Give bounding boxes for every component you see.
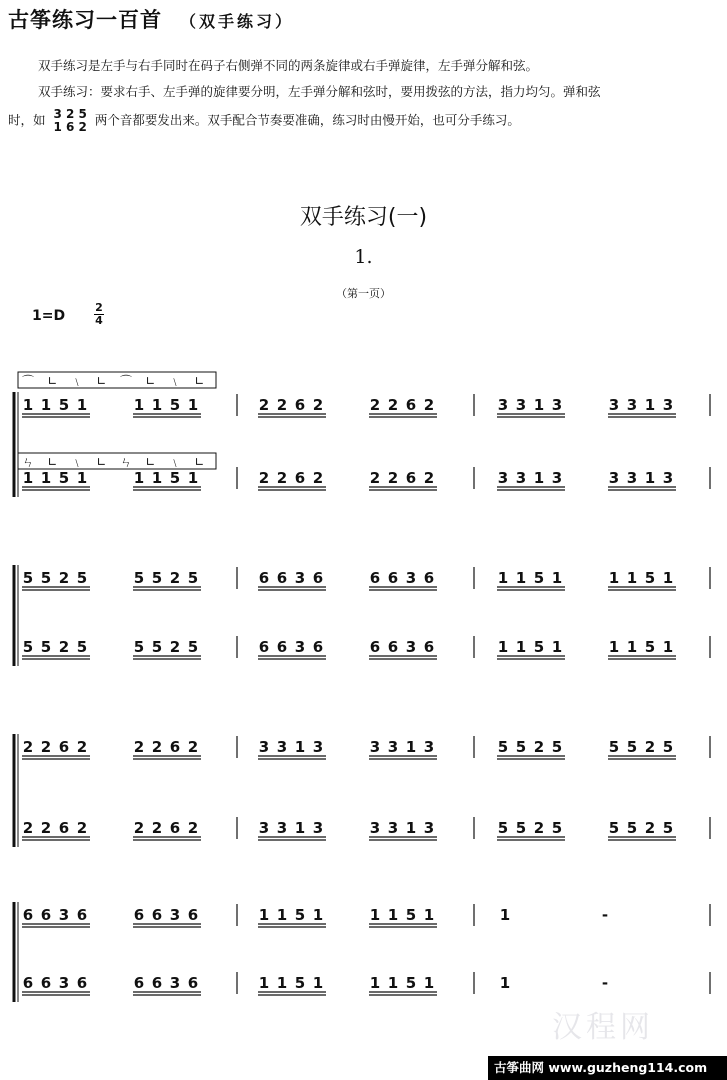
left-hand-note: 1 bbox=[662, 638, 674, 656]
right-hand-note: 3 bbox=[626, 396, 638, 414]
right-hand-note: 6 bbox=[76, 906, 88, 924]
left-hand-note: 2 bbox=[258, 469, 270, 487]
left-hand-note: 2 bbox=[169, 638, 181, 656]
right-hand-note: 1 bbox=[187, 396, 199, 414]
right-hand-note: 5 bbox=[644, 569, 656, 587]
left-hand-note: 1 bbox=[76, 469, 88, 487]
left-hand-note: 3 bbox=[405, 638, 417, 656]
right-hand-note: 1 bbox=[626, 569, 638, 587]
piece-number: 1. bbox=[354, 246, 373, 268]
right-hand-note: 5 bbox=[626, 738, 638, 756]
right-hand-note: 6 bbox=[312, 569, 324, 587]
technique-mark: ∟ bbox=[47, 455, 58, 469]
right-hand-note: 5 bbox=[662, 738, 674, 756]
left-hand-note: 5 bbox=[169, 469, 181, 487]
right-hand-note: 2 bbox=[644, 738, 656, 756]
intro-line3-prefix: 时，如 bbox=[8, 112, 46, 128]
left-hand-note: 6 bbox=[40, 974, 52, 992]
right-hand-note: 3 bbox=[551, 396, 563, 414]
right-hand-note: 5 bbox=[58, 396, 70, 414]
technique-mark: ㄣ bbox=[119, 455, 133, 469]
right-hand-note: 1 bbox=[369, 906, 381, 924]
left-hand-note: 5 bbox=[626, 819, 638, 837]
technique-mark: ∟ bbox=[194, 374, 205, 388]
right-hand-note: 5 bbox=[294, 906, 306, 924]
left-hand-note: 2 bbox=[151, 819, 163, 837]
intro-paragraph-2: 双手练习：要求右手、左手弹的旋律要分明，左手弹分解和弦时，要用拨弦的方法，指力均匀。弹和弦 bbox=[38, 84, 601, 99]
left-hand-note: 1 bbox=[423, 974, 435, 992]
left-hand-note: 1 bbox=[551, 638, 563, 656]
right-hand-note: 1 bbox=[423, 906, 435, 924]
right-hand-note: 2 bbox=[151, 738, 163, 756]
left-hand-note: 1 bbox=[312, 974, 324, 992]
right-hand-note: 5 bbox=[497, 738, 509, 756]
right-hand-note: 3 bbox=[369, 738, 381, 756]
watermark-logo: 汉程网 bbox=[552, 1010, 654, 1045]
piece-title: 双手练习(一) bbox=[299, 205, 428, 230]
left-hand-note: 3 bbox=[497, 469, 509, 487]
technique-mark: ∟ bbox=[47, 374, 58, 388]
left-hand-note: 1 bbox=[608, 638, 620, 656]
right-hand-note: 3 bbox=[387, 738, 399, 756]
left-hand-note: 1 bbox=[497, 638, 509, 656]
right-hand-note: 6 bbox=[58, 738, 70, 756]
right-hand-note: 5 bbox=[40, 569, 52, 587]
left-hand-note: 2 bbox=[187, 819, 199, 837]
left-hand-note: 5 bbox=[22, 638, 34, 656]
right-hand-note: 2 bbox=[76, 738, 88, 756]
left-hand-note: 3 bbox=[626, 469, 638, 487]
title-text: 古筝练习一百首 bbox=[8, 8, 162, 32]
right-hand-note: 1 bbox=[551, 569, 563, 587]
intro-paragraph-1: 双手练习是左手与右手同时在码子右侧弹不同的两条旋律或右手弹旋律，左手弹分解和弦。 bbox=[38, 58, 539, 73]
left-hand-note: 6 bbox=[151, 974, 163, 992]
right-hand-note: 5 bbox=[22, 569, 34, 587]
left-hand-note: 6 bbox=[405, 469, 417, 487]
left-hand-note: 3 bbox=[423, 819, 435, 837]
left-hand-note: 6 bbox=[76, 974, 88, 992]
right-hand-note: 5 bbox=[551, 738, 563, 756]
time-sig-numerator: 2 bbox=[95, 301, 103, 314]
right-hand-note: 3 bbox=[58, 906, 70, 924]
right-hand-note: 3 bbox=[169, 906, 181, 924]
left-hand-note: 2 bbox=[644, 819, 656, 837]
left-hand-note: 2 bbox=[133, 819, 145, 837]
right-hand-note: 6 bbox=[369, 569, 381, 587]
right-hand-note: 1 bbox=[258, 906, 270, 924]
left-hand-note: 2 bbox=[369, 469, 381, 487]
left-hand-note: 5 bbox=[662, 819, 674, 837]
right-hand-note: 5 bbox=[405, 906, 417, 924]
right-hand-note: 3 bbox=[497, 396, 509, 414]
left-hand-note: 1 bbox=[499, 974, 511, 992]
left-hand-note: 3 bbox=[312, 819, 324, 837]
right-hand-note: 2 bbox=[533, 738, 545, 756]
right-hand-note: 1 bbox=[499, 906, 511, 924]
right-hand-note: 1 bbox=[497, 569, 509, 587]
left-hand-note: 5 bbox=[133, 638, 145, 656]
right-hand-note: 2 bbox=[40, 738, 52, 756]
left-hand-note: 6 bbox=[276, 638, 288, 656]
left-hand-note: 5 bbox=[294, 974, 306, 992]
left-hand-note: 5 bbox=[405, 974, 417, 992]
right-hand-note: 1 bbox=[151, 396, 163, 414]
technique-mark: ⌒ bbox=[119, 374, 133, 388]
right-hand-note: 5 bbox=[187, 569, 199, 587]
technique-mark: ﹨ bbox=[70, 455, 84, 469]
right-hand-note: 1 bbox=[133, 396, 145, 414]
right-hand-note: 1 bbox=[644, 396, 656, 414]
left-hand-note: 1 bbox=[515, 638, 527, 656]
right-hand-note: 3 bbox=[294, 569, 306, 587]
left-hand-note: 1 bbox=[276, 974, 288, 992]
right-hand-note: 1 bbox=[533, 396, 545, 414]
right-hand-note: 3 bbox=[258, 738, 270, 756]
left-hand-note: 5 bbox=[515, 819, 527, 837]
left-hand-note: 5 bbox=[151, 638, 163, 656]
right-hand-note: 2 bbox=[258, 396, 270, 414]
right-hand-note: 2 bbox=[58, 569, 70, 587]
right-hand-note: 2 bbox=[276, 396, 288, 414]
left-hand-note: 2 bbox=[533, 819, 545, 837]
technique-mark: ﹨ bbox=[70, 374, 84, 388]
left-hand-note: 1 bbox=[151, 469, 163, 487]
left-hand-note: 2 bbox=[76, 819, 88, 837]
left-hand-note: 6 bbox=[387, 638, 399, 656]
left-hand-note: 2 bbox=[40, 819, 52, 837]
left-hand-note: 5 bbox=[58, 469, 70, 487]
right-hand-note: 6 bbox=[258, 569, 270, 587]
right-hand-note: 1 bbox=[276, 906, 288, 924]
left-hand-note: 1 bbox=[644, 469, 656, 487]
right-hand-note: 5 bbox=[169, 396, 181, 414]
page-label: （第一页） bbox=[336, 287, 391, 300]
right-hand-note: 2 bbox=[387, 396, 399, 414]
left-hand-note: 2 bbox=[312, 469, 324, 487]
technique-mark: ∟ bbox=[145, 374, 156, 388]
left-hand-note: 5 bbox=[40, 638, 52, 656]
left-hand-note: 6 bbox=[169, 819, 181, 837]
right-hand-note: 2 bbox=[169, 569, 181, 587]
left-hand-note: 3 bbox=[276, 819, 288, 837]
left-hand-note: 1 bbox=[369, 974, 381, 992]
key-signature: 1=D bbox=[32, 308, 66, 324]
technique-mark: ㄣ bbox=[21, 455, 35, 469]
right-hand-note: 1 bbox=[608, 569, 620, 587]
left-hand-note: 6 bbox=[22, 974, 34, 992]
technique-mark: ⌒ bbox=[21, 374, 35, 388]
right-hand-note: 3 bbox=[423, 738, 435, 756]
left-hand-note: 5 bbox=[608, 819, 620, 837]
right-hand-note: 5 bbox=[151, 569, 163, 587]
right-hand-note: 3 bbox=[276, 738, 288, 756]
right-hand-note: 1 bbox=[662, 569, 674, 587]
left-hand-note: 1 bbox=[533, 469, 545, 487]
left-hand-note: 1 bbox=[294, 819, 306, 837]
right-hand-note: 1 bbox=[40, 396, 52, 414]
technique-mark: ﹨ bbox=[168, 374, 182, 388]
intro-line3-suffix: 两个音都要发出来。双手配合节奏要准确，练习时由慢开始，也可分手练习。 bbox=[94, 112, 520, 128]
right-hand-note: 2 bbox=[22, 738, 34, 756]
left-hand-note: 1 bbox=[40, 469, 52, 487]
title-subtitle: （双手练习） bbox=[180, 12, 295, 31]
time-sig-denominator: 4 bbox=[95, 314, 103, 327]
right-hand-note: 6 bbox=[40, 906, 52, 924]
right-hand-note: 3 bbox=[662, 396, 674, 414]
right-hand-note: 5 bbox=[76, 569, 88, 587]
right-hand-note: 1 bbox=[405, 738, 417, 756]
right-hand-note: 5 bbox=[608, 738, 620, 756]
right-hand-note: 1 bbox=[515, 569, 527, 587]
right-hand-note: 1 bbox=[294, 738, 306, 756]
left-hand-note: 3 bbox=[58, 974, 70, 992]
right-hand-note: 5 bbox=[133, 569, 145, 587]
left-hand-note: 3 bbox=[515, 469, 527, 487]
right-hand-note: 6 bbox=[276, 569, 288, 587]
example-chord-bottom: 1 6 2 bbox=[53, 120, 87, 134]
left-hand-note: 2 bbox=[423, 469, 435, 487]
left-hand-note: 3 bbox=[294, 638, 306, 656]
right-hand-note: 1 bbox=[76, 396, 88, 414]
right-hand-note: 2 bbox=[369, 396, 381, 414]
right-hand-note: 6 bbox=[22, 906, 34, 924]
left-hand-note: 5 bbox=[551, 819, 563, 837]
left-hand-note: 2 bbox=[22, 819, 34, 837]
left-hand-note: 5 bbox=[644, 638, 656, 656]
technique-mark: ∟ bbox=[194, 455, 205, 469]
right-hand-note: 2 bbox=[312, 396, 324, 414]
right-hand-dash: - bbox=[601, 906, 609, 924]
right-hand-note: 3 bbox=[608, 396, 620, 414]
technique-mark: ﹨ bbox=[168, 455, 182, 469]
right-hand-note: 6 bbox=[423, 569, 435, 587]
right-hand-note: 6 bbox=[405, 396, 417, 414]
right-hand-note: 3 bbox=[515, 396, 527, 414]
left-hand-note: 5 bbox=[187, 638, 199, 656]
left-hand-note: 1 bbox=[387, 974, 399, 992]
left-hand-note: 3 bbox=[387, 819, 399, 837]
right-hand-note: 3 bbox=[405, 569, 417, 587]
left-hand-note: 1 bbox=[133, 469, 145, 487]
right-hand-note: 2 bbox=[423, 396, 435, 414]
left-hand-note: 3 bbox=[369, 819, 381, 837]
left-hand-note: 3 bbox=[551, 469, 563, 487]
technique-mark: ∟ bbox=[96, 374, 107, 388]
left-hand-note: 2 bbox=[58, 638, 70, 656]
left-hand-note: 5 bbox=[533, 638, 545, 656]
left-hand-note: 1 bbox=[22, 469, 34, 487]
right-hand-note: 5 bbox=[515, 738, 527, 756]
right-hand-note: 5 bbox=[533, 569, 545, 587]
left-hand-note: 2 bbox=[387, 469, 399, 487]
right-hand-note: 6 bbox=[133, 906, 145, 924]
right-hand-note: 3 bbox=[312, 738, 324, 756]
left-hand-note: 1 bbox=[405, 819, 417, 837]
right-hand-note: 6 bbox=[151, 906, 163, 924]
left-hand-note: 6 bbox=[312, 638, 324, 656]
left-hand-note: 6 bbox=[58, 819, 70, 837]
technique-mark: ∟ bbox=[145, 455, 156, 469]
right-hand-note: 6 bbox=[187, 906, 199, 924]
left-hand-note: 3 bbox=[258, 819, 270, 837]
right-hand-note: 1 bbox=[22, 396, 34, 414]
right-hand-note: 6 bbox=[387, 569, 399, 587]
right-hand-note: 2 bbox=[187, 738, 199, 756]
right-hand-note: 1 bbox=[387, 906, 399, 924]
right-hand-note: 1 bbox=[312, 906, 324, 924]
left-hand-note: 1 bbox=[187, 469, 199, 487]
footer-banner: 古筝曲网 www.guzheng114.com bbox=[488, 1056, 727, 1080]
right-hand-note: 2 bbox=[133, 738, 145, 756]
left-hand-note: 6 bbox=[133, 974, 145, 992]
technique-mark: ∟ bbox=[96, 455, 107, 469]
left-hand-dash: - bbox=[601, 974, 609, 992]
left-hand-note: 5 bbox=[76, 638, 88, 656]
left-hand-note: 2 bbox=[276, 469, 288, 487]
example-chord-top: 3 2 5 bbox=[53, 107, 87, 121]
right-hand-note: 6 bbox=[169, 738, 181, 756]
left-hand-note: 6 bbox=[423, 638, 435, 656]
right-hand-note: 6 bbox=[294, 396, 306, 414]
left-hand-note: 3 bbox=[662, 469, 674, 487]
left-hand-note: 6 bbox=[294, 469, 306, 487]
left-hand-note: 1 bbox=[626, 638, 638, 656]
left-hand-note: 1 bbox=[258, 974, 270, 992]
left-hand-note: 6 bbox=[187, 974, 199, 992]
left-hand-note: 6 bbox=[258, 638, 270, 656]
left-hand-note: 3 bbox=[608, 469, 620, 487]
left-hand-note: 3 bbox=[169, 974, 181, 992]
left-hand-note: 6 bbox=[369, 638, 381, 656]
left-hand-note: 5 bbox=[497, 819, 509, 837]
